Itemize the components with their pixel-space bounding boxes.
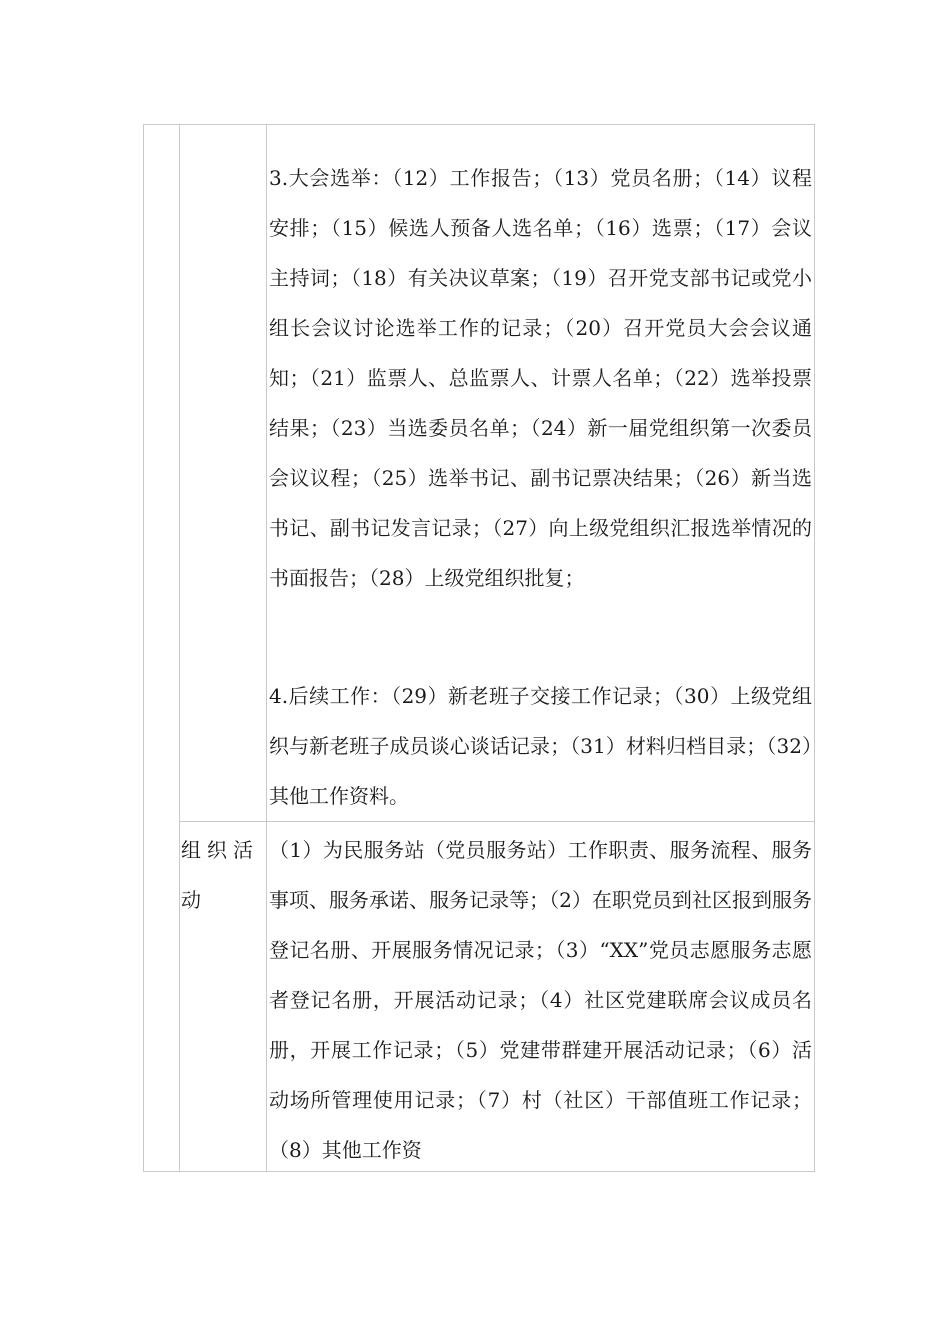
- follow-up-materials-paragraph: 4.后续工作：（29）新老班子交接工作记录；（30）上级党组织与新老班子成员谈心谈话记录；（31）材料归档目录；（32）其他工作资料。: [269, 684, 812, 808]
- document-table: [143, 124, 815, 1172]
- table-column-divider-1: [179, 125, 180, 1171]
- organization-activities-paragraph: （1）为民服务站（党员服务站）工作职责、服务流程、服务事项、服务承诺、服务记录等；（2）在职党员到社区报到服务登记名册、开展服务情况记录；（3）“XX”党员志愿服务志愿者登记名册，开展活动记录；（4）社区党建联席会议成员名册，开展工作记录；（5）党建带群建开展活动记录；（6）活动场所管理使用记录；（7）村（社区）干部值班工作记录；（8）其他工作资: [269, 838, 812, 1162]
- table-row-divider: [179, 821, 814, 822]
- election-materials-paragraph: 3.大会选举：（12）工作报告；（13）党员名册；（14）议程安排；（15）候选人预备人选名单；（16）选票；（17）会议主持词；（18）有关决议草案；（19）召开党支部书记或党小组长会议讨论选举工作的记录；（20）召开党员大会会议通知；（21）监票人、总监票人、计票人名单；（22）选举投票结果；（23）当选委员名单；（24）新一届党组织第一次委员会议议程；（25）选举书记、副书记票决结果；（26）新当选书记、副书记发言记录；（27）向上级党组织汇报选举情况的书面报告；（28）上级党组织批复；: [269, 166, 812, 590]
- row-label-organization-activities: 组织活动: [181, 838, 259, 912]
- table-column-divider-2: [266, 125, 267, 1171]
